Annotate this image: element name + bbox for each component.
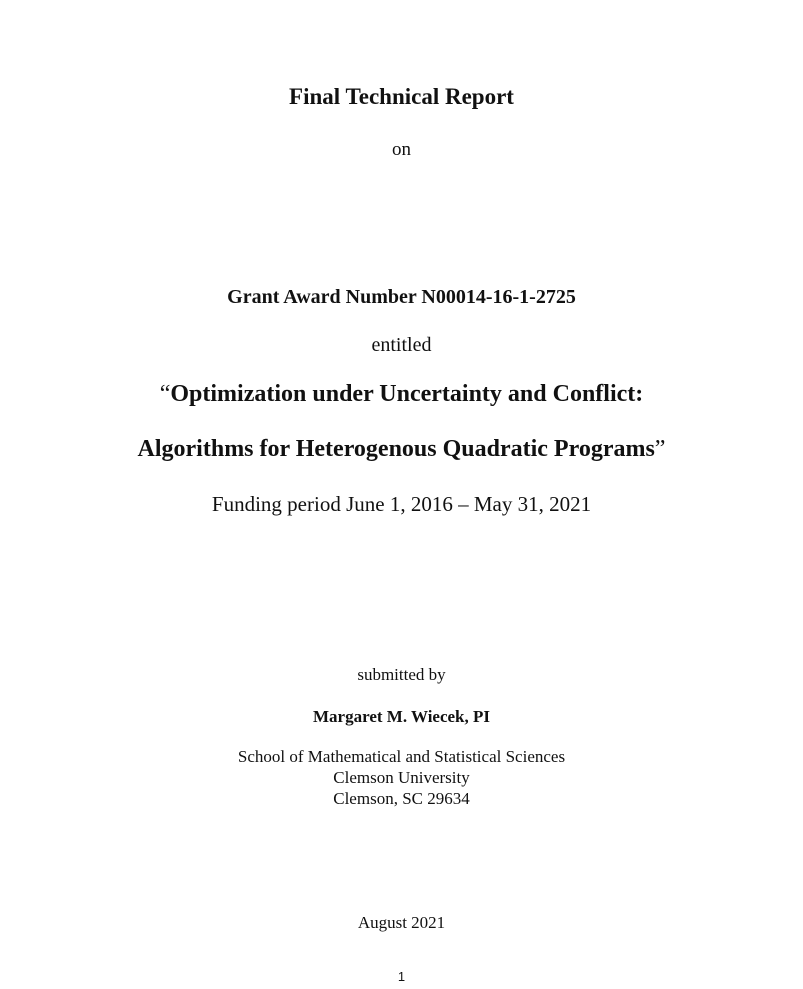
page-number: 1 [397,969,406,984]
open-quote: “ [159,381,171,407]
submitted-by-text: submitted by [357,665,446,684]
report-date: August 2021 [357,913,446,932]
address-block [0,746,803,809]
funding-period: Funding period June 1, 2016 – May 31, 2021 [211,492,592,516]
close-quote: ” [654,436,666,462]
principal-investigator: Margaret M. Wiecek, PI [312,707,491,726]
project-title-line-2 [0,436,803,463]
project-title-line-2-text: Algorithms for Heterogenous Quadratic Programs [137,436,655,462]
grant-award-number: Grant Award Number N00014-16-1-2725 [227,286,576,308]
entitled-text: entitled [371,334,432,356]
address-city: Clemson, SC 29634 [333,789,470,808]
project-title-line-1-text: Optimization under Uncertainty and Conflict: [170,381,644,407]
report-title: Final Technical Report [289,84,514,109]
project-title-line-1 [0,381,803,408]
on-text: on [392,139,411,160]
address-school: School of Mathematical and Statistical Sciences [237,747,566,766]
address-university: Clemson University [333,768,470,787]
